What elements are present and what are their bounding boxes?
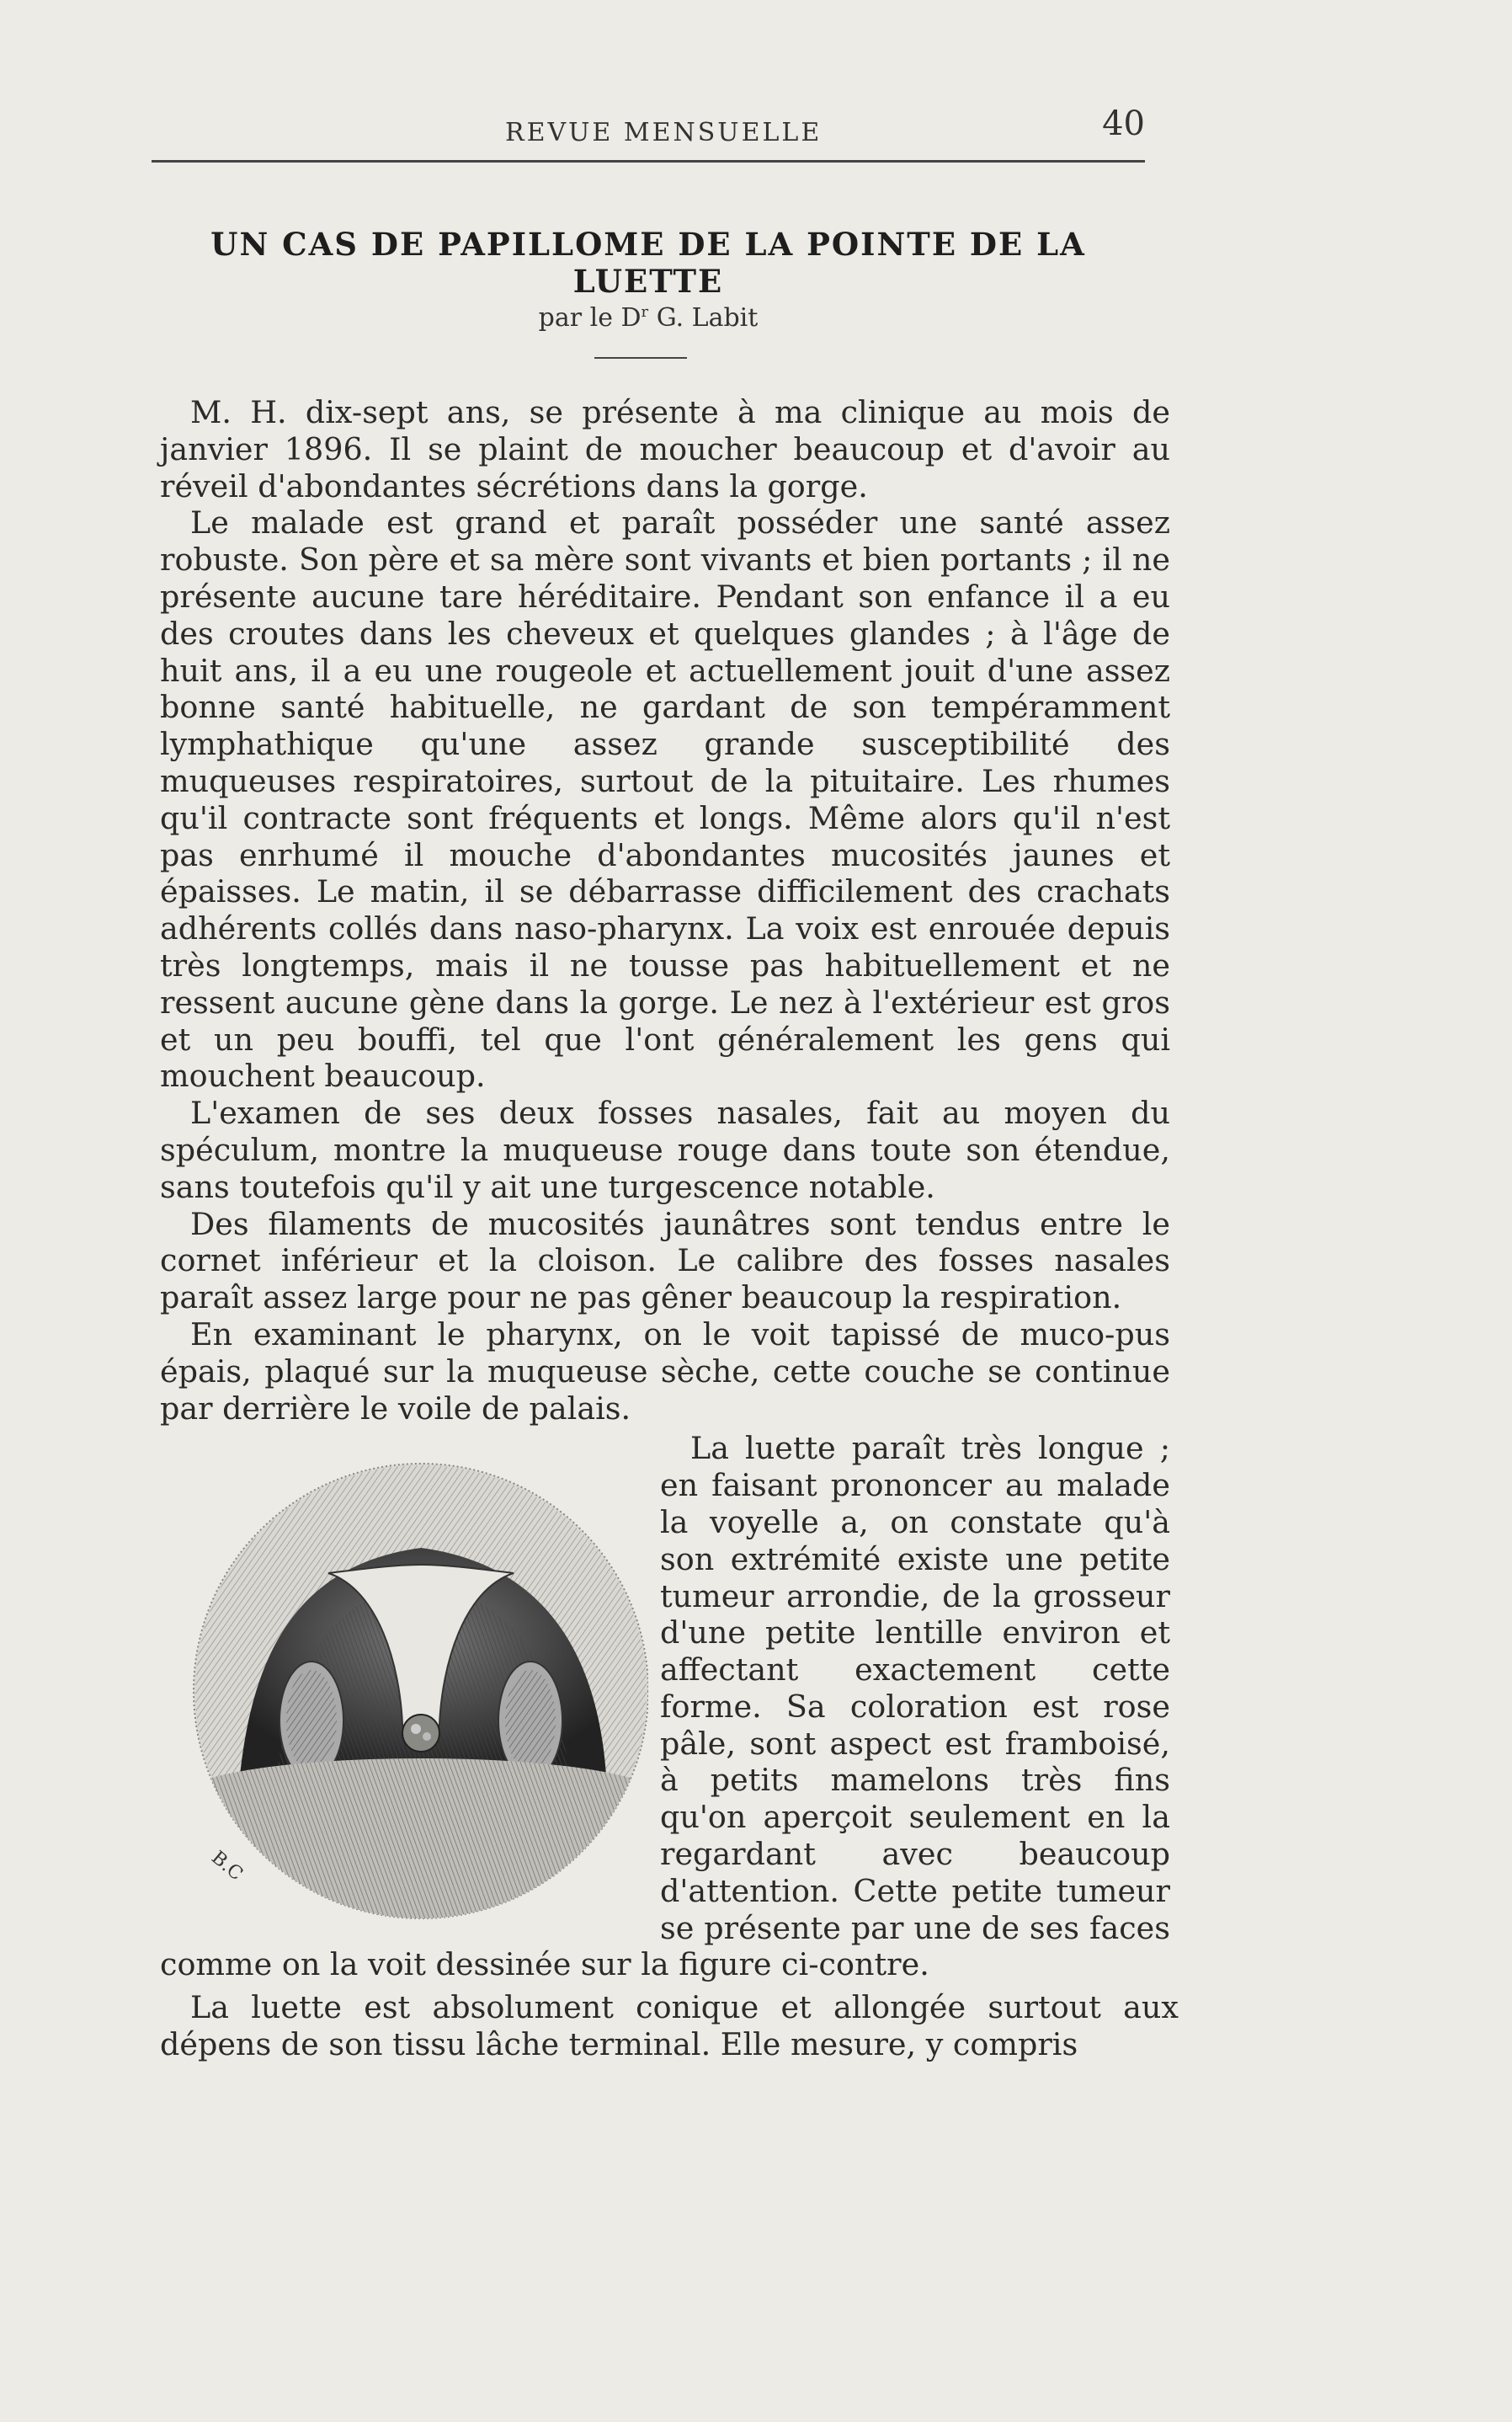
article-body-continued xyxy=(160,1989,1179,2063)
paragraph: La luette est absolument conique et allongée surtout aux dépens de son tissu lâche terminal. Elle mesure, y compris xyxy=(160,1989,1179,2062)
paragraph: En examinant le pharynx, on le voit tapissé de muco-pus épais, plaqué sur la muqueuse sèche, cette couche se continue par derrière le voile de palais. xyxy=(160,1315,1170,1427)
article-title: UN CAS DE PAPILLOME DE LA POINTE DE LA LUETTE xyxy=(210,226,1086,300)
throat-engraving-icon xyxy=(177,1447,648,1935)
page-number: 40 xyxy=(1102,104,1145,143)
running-title: REVUE MENSUELLE xyxy=(505,118,823,147)
byline-author: G. Labit xyxy=(656,303,759,333)
title-rule xyxy=(594,357,687,359)
paragraph: M. H. dix-sept ans, se présente à ma clinique au mois de janvier 1896. Il se plaint de moucher beaucoup et d'avoir au réveil d'abondantes sécrétions dans la gorge. xyxy=(160,394,1170,504)
byline-sup: r xyxy=(641,303,649,321)
byline-prefix: par le D xyxy=(538,303,642,333)
running-head xyxy=(152,104,1145,163)
paragraph: L'examen de ses deux fosses nasales, fait au moyen du spéculum, montre la muqueuse rouge dans toute son étendue, sans toutefois qu'il y ait une turgescence notable. xyxy=(160,1095,1170,1205)
paragraph: Des filaments de mucosités jaunâtres sont tendus entre le cornet inférieur et la cloison. Le calibre des fosses nasales paraît assez large pour ne pas gêner beaucoup la respiration. xyxy=(160,1205,1170,1316)
article-byline xyxy=(152,303,1145,333)
paragraph: Le malade est grand et paraît posséder une santé assez robuste. Son père et sa mère sont vivants et bien portants ; il ne présente aucune tare héréditaire. Pendant son enfance il a eu des croutes dans les cheveux et quelques glandes ; à l'âge de huit ans, il a eu une rougeole et actuellement jouit d'une assez bonne santé habituelle, ne gardant de son tempéramment lymphathique qu'une assez grande susceptibilité des muqueuses respiratoires, surtout de la pituitaire. Les rhumes qu'il contracte sont fréquents et longs. Même alors qu'il n'est pas enrhumé il mouche d'abondantes mucosités jaunes et épaisses. Le matin, il se débarrasse difficilement des crachats adhérents collés dans naso-pharynx. La voix est enrouée depuis très longtemps, mais il ne tousse pas habituellement et ne ressent aucune gène dans la gorge. Le nez à l'extérieur est gros et un peu bouffi, tel que l'ont généralement les gens qui mouchent beaucoup. xyxy=(160,504,1170,1095)
article-body xyxy=(160,394,1170,1983)
figure-paragraph: La luette paraît très longue ; en faisant prononcer au malade la voyelle a, on constate qu'à son extrémité existe une petite tumeur arrondie, de la grosseur d'une petite lentille environ et affectant exactement cette forme. Sa coloration est rose pâle, sont aspect est framboisé, à petits mamelons très fins qu'on aperçoit seulement en la regardant avec beaucoup d'attention. Cette petite tumeur se présente par une de ses faces comme on la voit dessinée sur la figure ci-contre. xyxy=(160,1430,1170,1983)
svg-text:B.C: B.C xyxy=(207,1847,247,1886)
throat-figure xyxy=(160,1430,657,1945)
